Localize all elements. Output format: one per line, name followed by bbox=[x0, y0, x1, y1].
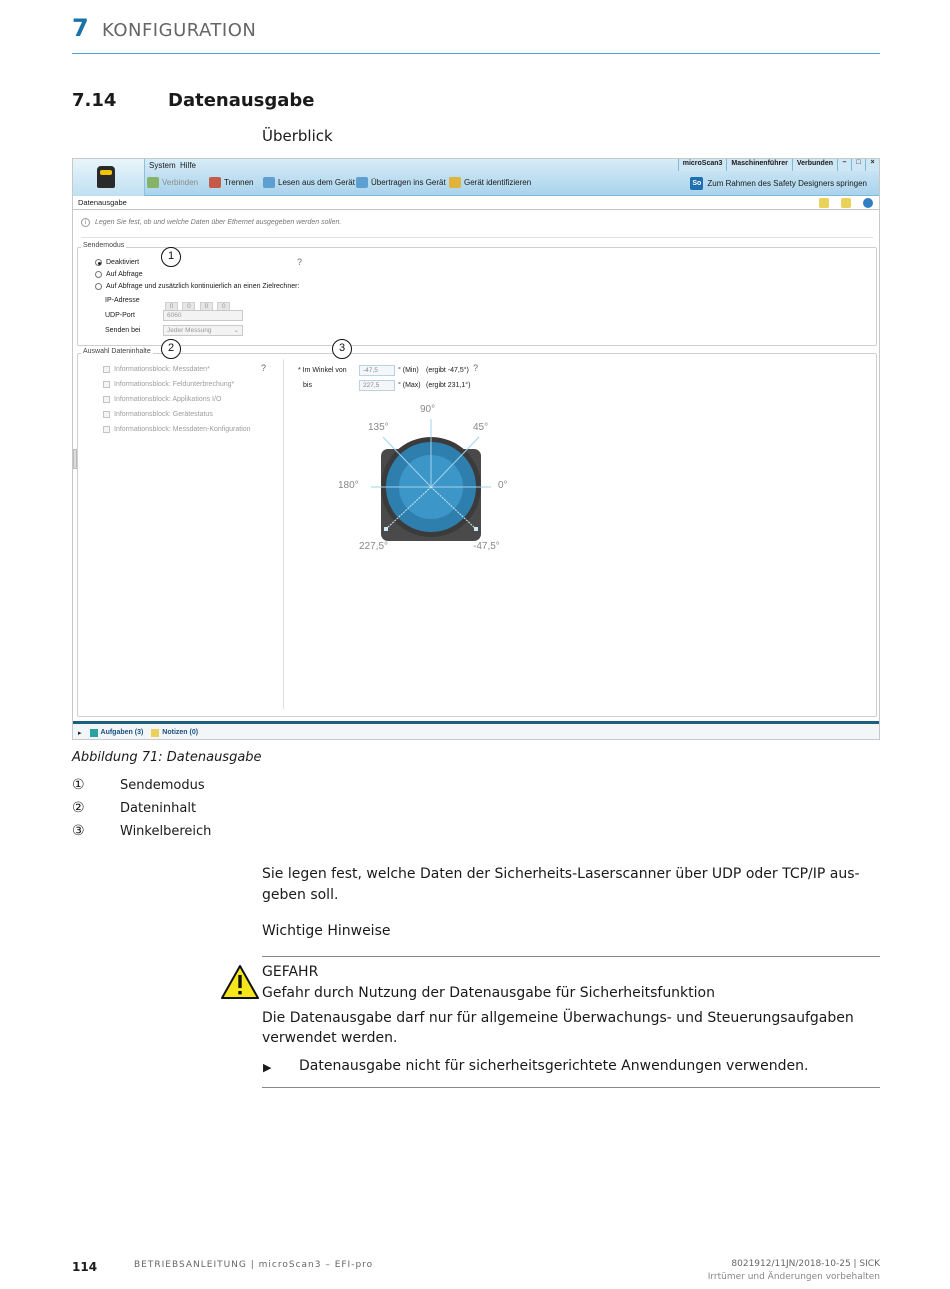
checkbox-application-io[interactable]: Informationsblock: Applikations I/O bbox=[103, 396, 221, 403]
window-tabs bbox=[678, 159, 879, 171]
tasks-button[interactable]: Aufgaben (3) bbox=[90, 729, 144, 737]
notes-icon bbox=[151, 729, 159, 737]
scanner-icon bbox=[97, 166, 115, 188]
connect-icon bbox=[147, 177, 159, 188]
callout-2: 2 bbox=[161, 339, 181, 359]
angle-0: 0° bbox=[498, 480, 508, 491]
safety-designer-button[interactable]: So Zum Rahmen des Safety Designers springen bbox=[690, 177, 867, 190]
angle-from-result: (ergibt -47,5°) bbox=[426, 367, 469, 374]
chevron-down-icon: ⌄ bbox=[233, 327, 239, 334]
document-title: BETRIEBSANLEITUNG | microScan3 – EFI-pro bbox=[134, 1260, 374, 1270]
transfer-icon bbox=[356, 177, 368, 188]
chapter-title: KONFIGURATION bbox=[102, 20, 257, 41]
notes-heading: Wichtige Hinweise bbox=[262, 923, 391, 939]
send-mode-label: Sendemodus bbox=[83, 242, 125, 249]
angle-to-unit: ° (Max) bbox=[398, 382, 421, 389]
radio-on-request[interactable]: Auf Abfrage bbox=[95, 271, 143, 278]
tab-microscan3[interactable]: microScan3 bbox=[678, 159, 727, 171]
send-on-select[interactable]: Jeder Messung ⌄ bbox=[163, 325, 243, 336]
legend-text: Dateninhalt bbox=[120, 801, 197, 816]
software-screenshot bbox=[72, 158, 880, 740]
angle-90: 90° bbox=[420, 404, 436, 415]
device-logo bbox=[73, 159, 145, 196]
danger-body: Die Datenausgabe darf nur für allgemeine Überwachungs- und Steuerungsaufgaben verwendet werden. bbox=[262, 1010, 854, 1046]
comment-icon[interactable] bbox=[841, 198, 851, 208]
send-on-label: Senden bei bbox=[105, 327, 141, 334]
identify-icon bbox=[449, 177, 461, 188]
angle-diagram bbox=[331, 399, 531, 559]
transfer-to-device-button[interactable]: Übertragen ins Gerät bbox=[356, 177, 446, 188]
minimize-button[interactable]: – bbox=[837, 159, 851, 171]
read-icon bbox=[263, 177, 275, 188]
angle-from-unit: ° (Min) bbox=[398, 367, 419, 374]
divider bbox=[262, 1087, 880, 1088]
divider bbox=[262, 956, 880, 957]
chapter-number: 7 bbox=[72, 14, 89, 42]
identify-device-button[interactable]: Gerät identifizieren bbox=[449, 177, 531, 188]
header-rule bbox=[72, 53, 880, 54]
close-button[interactable]: × bbox=[865, 159, 879, 171]
angle-45: 45° bbox=[473, 422, 489, 433]
read-from-device-button[interactable]: Lesen aus dem Gerät bbox=[263, 177, 355, 188]
angle-minus-47-5: -47,5° bbox=[473, 541, 500, 552]
legend-text: Sendemodus bbox=[120, 778, 205, 793]
help-icon[interactable] bbox=[863, 198, 873, 208]
angle-135: 135° bbox=[368, 422, 389, 433]
checkbox-measurement-data[interactable]: Informationsblock: Messdaten* bbox=[103, 366, 210, 373]
side-panel-handle[interactable] bbox=[73, 449, 77, 469]
angle-to-result: (ergibt 231,1°) bbox=[426, 382, 471, 389]
angle-227-5: 227,5° bbox=[359, 541, 389, 552]
callout-1: 1 bbox=[161, 247, 181, 267]
legend-number: ③ bbox=[72, 823, 85, 839]
ip-address-input[interactable]: 0 0 0 0 bbox=[165, 295, 243, 313]
safety-designer-icon: So bbox=[690, 177, 703, 190]
section-title: Datenausgabe bbox=[168, 90, 315, 111]
maximize-button[interactable]: □ bbox=[851, 159, 865, 171]
angle-to-input[interactable]: 227,5 bbox=[359, 380, 395, 391]
bottom-bar bbox=[73, 721, 880, 740]
checkbox-measurement-config[interactable]: Informationsblock: Messdaten-Konfiguration bbox=[103, 426, 251, 433]
danger-bullet: Datenausgabe nicht für sicherheitsgerichtete Anwendungen verwenden. bbox=[299, 1058, 809, 1074]
udp-port-input[interactable]: 6060 bbox=[163, 310, 243, 321]
note-icon[interactable] bbox=[819, 198, 829, 208]
figure-caption: Abbildung 71: Datenausgabe bbox=[72, 750, 262, 765]
bullet-arrow-icon: ▶ bbox=[263, 1061, 272, 1074]
disclaimer: Irrtümer und Änderungen vorbehalten bbox=[707, 1272, 880, 1282]
legend-number: ① bbox=[72, 777, 85, 793]
body-paragraph: Sie legen fest, welche Daten der Sicherheits-Laserscanner über UDP oder TCP/IP aus-geben soll. bbox=[262, 866, 860, 903]
menu-help[interactable]: Hilfe bbox=[180, 161, 197, 170]
angle-to-label: bis bbox=[303, 382, 312, 389]
notes-button[interactable]: Notizen (0) bbox=[151, 729, 198, 737]
flag-icon bbox=[90, 729, 98, 737]
question-icon[interactable]: ? bbox=[297, 257, 303, 267]
radio-continuous[interactable]: Auf Abfrage und zusätzlich kontinuierlich an einen Zielrechner: bbox=[95, 283, 299, 290]
info-icon: i bbox=[81, 218, 90, 227]
legend-text: Winkelbereich bbox=[120, 824, 212, 839]
callout-3: 3 bbox=[332, 339, 352, 359]
tab-datenausgabe[interactable]: Datenausgabe bbox=[73, 197, 880, 210]
udp-port-label: UDP-Port bbox=[105, 312, 135, 319]
divider bbox=[81, 237, 873, 238]
tab-connected[interactable]: Verbunden bbox=[792, 159, 837, 171]
radio-deactivated[interactable]: Deaktiviert bbox=[95, 259, 139, 266]
connect-button[interactable]: Verbinden bbox=[147, 177, 198, 188]
angle-180: 180° bbox=[338, 480, 359, 491]
page-number: 114 bbox=[72, 1260, 98, 1274]
checkbox-device-status[interactable]: Informationsblock: Gerätestatus bbox=[103, 411, 213, 418]
disconnect-icon bbox=[209, 177, 221, 188]
danger-title: GEFAHR bbox=[262, 964, 319, 980]
angle-from-input[interactable]: -47,5 bbox=[359, 365, 395, 376]
expand-icon[interactable]: ▸ bbox=[78, 729, 82, 737]
ip-address-label: IP-Adresse bbox=[105, 297, 140, 304]
content-label: Auswahl Dateninhalte bbox=[83, 348, 151, 355]
disconnect-button[interactable]: Trennen bbox=[209, 177, 254, 188]
danger-subtitle: Gefahr durch Nutzung der Datenausgabe für Sicherheitsfunktion bbox=[262, 985, 715, 1001]
document-reference: 8021912/11JN/2018-10-25 | SICK bbox=[731, 1259, 880, 1269]
legend-number: ② bbox=[72, 800, 85, 816]
question-icon[interactable]: ? bbox=[473, 363, 479, 373]
warning-icon bbox=[220, 964, 260, 1000]
section-number: 7.14 bbox=[72, 90, 117, 111]
section-subtitle: Überblick bbox=[262, 127, 333, 145]
tab-icons bbox=[819, 198, 873, 208]
menu-system[interactable]: System bbox=[149, 161, 176, 170]
info-line: i Legen Sie fest, ob und welche Daten über Ethernet ausgegeben werden sollen. bbox=[81, 218, 341, 227]
tab-operator[interactable]: Maschinenführer bbox=[726, 159, 791, 171]
angle-from-label: * Im Winkel von bbox=[298, 367, 347, 374]
question-icon[interactable]: ? bbox=[261, 363, 267, 373]
checkbox-field-interruption[interactable]: Informationsblock: Feldunterbrechung* bbox=[103, 381, 234, 388]
column-divider bbox=[283, 359, 284, 709]
